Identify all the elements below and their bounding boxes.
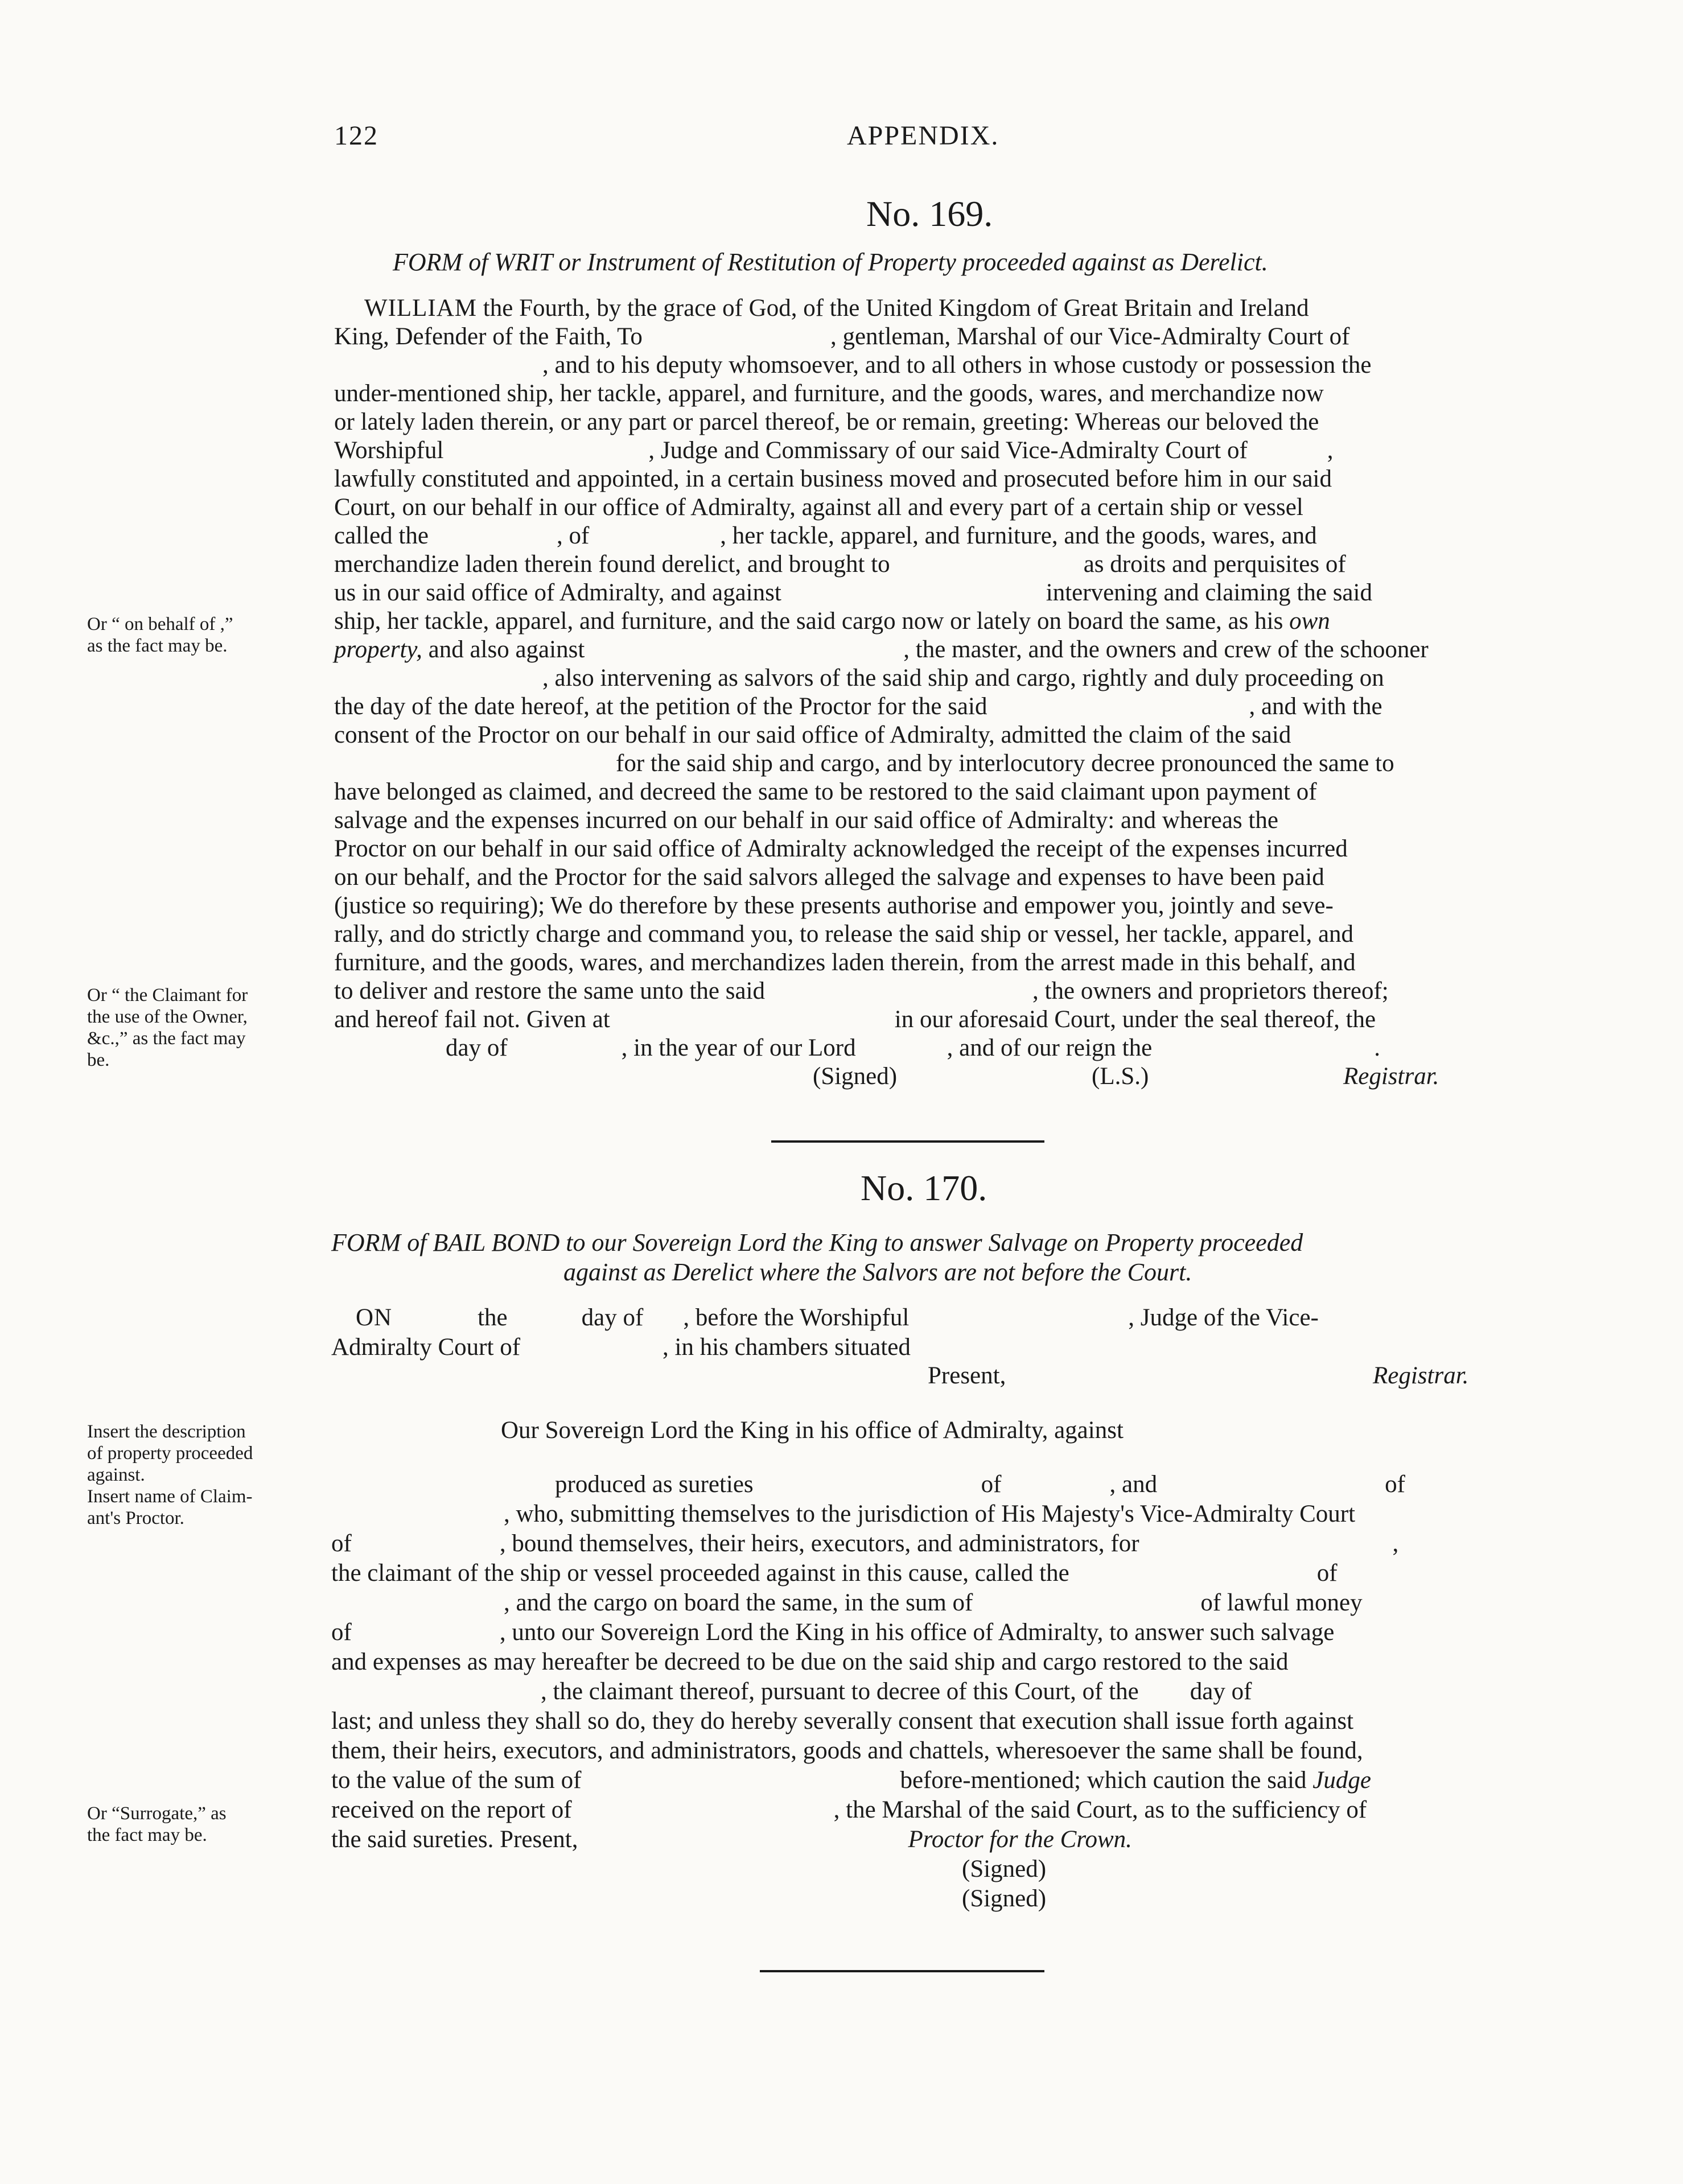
body-line: consent of the Proctor on our behalf in our said office of Admiralty, admitted the claim of the said bbox=[334, 722, 1291, 748]
margin-note: the fact may be. bbox=[87, 1825, 207, 1845]
body-line: furniture, and the goods, wares, and merchandizes laden therein, from the arrest made in this behalf, and bbox=[334, 949, 1356, 976]
body-line: called the , of , her tackle, apparel, and furniture, and the goods, wares, and bbox=[334, 522, 1317, 549]
margin-note: be. bbox=[87, 1050, 110, 1070]
body-line: to deliver and restore the same unto the said , the owners and proprietors thereof; bbox=[334, 978, 1389, 1004]
form-170-title: FORM of BAIL BOND to our Sovereign Lord the King to answer Salvage on Property proceeded bbox=[331, 1229, 1303, 1256]
margin-note: against. bbox=[87, 1465, 145, 1485]
body-line: , and to his deputy whomsoever, and to all others in whose custody or possession the bbox=[542, 352, 1372, 378]
body-line: and expenses as may hereafter be decreed to be due on the said ship and cargo restored to the said bbox=[331, 1649, 1289, 1675]
margin-note: Insert name of Claim- bbox=[87, 1486, 253, 1507]
body-line: property, and also against , the master, and the owners and crew of the schooner bbox=[334, 636, 1429, 663]
body-line: last; and unless they shall so do, they do hereby severally consent that execution shall issue forth against bbox=[331, 1708, 1354, 1734]
body-line: rally, and do strictly charge and command you, to release the said ship or vessel, her tackle, apparel, and bbox=[334, 921, 1354, 947]
body-line: ship, her tackle, apparel, and furniture, and the said cargo now or lately on board the same, as his own bbox=[334, 608, 1330, 634]
body-line: us in our said office of Admiralty, and against intervening and claiming the said bbox=[334, 579, 1372, 606]
signed-170-b: (Signed) bbox=[962, 1885, 1047, 1912]
body-line: on our behalf, and the Proctor for the said salvors alleged the salvage and expenses to have been paid bbox=[334, 864, 1324, 891]
body-line: the day of the date hereof, at the petition of the Proctor for the said , and with the bbox=[334, 693, 1382, 720]
seal-ls: (L.S.) bbox=[1092, 1063, 1149, 1090]
body-line: Worshipful , Judge and Commissary of our said Vice-Admiralty Court of , bbox=[334, 437, 1334, 464]
body-line: produced as sureties of , and of bbox=[555, 1471, 1405, 1498]
body-line: (justice so requiring); We do therefore by these presents authorise and empower you, jointly and seve- bbox=[334, 892, 1334, 919]
body-line: Court, on our behalf in our office of Admiralty, against all and every part of a certain ship or vessel bbox=[334, 494, 1303, 521]
bond-caption: Our Sovereign Lord the King in his office of Admiralty, against bbox=[501, 1417, 1124, 1444]
margin-note: as the fact may be. bbox=[87, 636, 228, 656]
running-title: APPENDIX. bbox=[847, 121, 999, 151]
body-line: merchandize laden therein found derelict, and brought to as droits and perquisites of bbox=[334, 551, 1346, 578]
body-line: King, Defender of the Faith, To , gentleman, Marshal of our Vice-Admiralty Court of bbox=[334, 323, 1350, 350]
margin-note: &c.,” as the fact may bbox=[87, 1028, 246, 1049]
body-line: to the value of the sum of before-mentioned; which caution the said Judge bbox=[331, 1767, 1371, 1794]
body-line: of , bound themselves, their heirs, executors, and administrators, for , bbox=[331, 1530, 1399, 1557]
body-line: day of , in the year of our Lord , and of our reign the . bbox=[446, 1035, 1380, 1061]
form-170-title-line-2: against as Derelict where the Salvors are not before the Court. bbox=[563, 1258, 1192, 1286]
signed-169: (Signed) bbox=[813, 1063, 898, 1090]
form-169-number: No. 169. bbox=[866, 193, 993, 234]
body-line: under-mentioned ship, her tackle, apparel, and furniture, and the goods, wares, and merchandize now bbox=[334, 380, 1324, 407]
body-line: have belonged as claimed, and decreed the same to be restored to the said claimant upon payment of bbox=[334, 778, 1317, 805]
page-number: 122 bbox=[334, 121, 378, 151]
margin-note: Insert the description bbox=[87, 1421, 246, 1442]
signed-170-a: (Signed) bbox=[962, 1856, 1047, 1882]
form-170-number: No. 170. bbox=[861, 1168, 987, 1208]
body-line: , who, submitting themselves to the jurisdiction of His Majesty's Vice-Admiralty Court bbox=[504, 1501, 1356, 1527]
body-line: salvage and the expenses incurred on our behalf in our said office of Admiralty: and whereas the bbox=[334, 807, 1278, 834]
body-line: WILLIAM the Fourth, by the grace of God, of the United Kingdom of Great Britain and Ireland bbox=[364, 295, 1309, 322]
body-line: lawfully constituted and appointed, in a certain business moved and prosecuted before him in our said bbox=[334, 465, 1332, 492]
bond-heading-line: ON the day of , before the Worshipful , Judge of the Vice- bbox=[356, 1304, 1319, 1331]
margin-note: Or “Surrogate,” as bbox=[87, 1803, 227, 1824]
body-line: received on the report of , the Marshal of the said Court, as to the sufficiency of bbox=[331, 1796, 1367, 1823]
margin-note: Or “ the Claimant for bbox=[87, 985, 248, 1006]
margin-note: ant's Proctor. bbox=[87, 1508, 184, 1528]
margin-note: of property proceeded bbox=[87, 1443, 253, 1464]
body-line: the said sureties. Present, Proctor for the Crown. bbox=[331, 1826, 1132, 1853]
body-line: them, their heirs, executors, and administrators, goods and chattels, wheresoever the same shall be found, bbox=[331, 1737, 1363, 1764]
body-line: the claimant of the ship or vessel proceeded against in this cause, called the of bbox=[331, 1560, 1338, 1587]
body-line: , the claimant thereof, pursuant to decree of this Court, of the day of bbox=[541, 1678, 1252, 1705]
bond-heading-line: Admiralty Court of , in his chambers situated bbox=[331, 1334, 911, 1361]
margin-note: the use of the Owner, bbox=[87, 1007, 248, 1027]
body-line: for the said ship and cargo, and by interlocutory decree pronounced the same to bbox=[616, 750, 1394, 777]
registrar-170: Registrar. bbox=[1373, 1362, 1469, 1389]
divider-rule bbox=[771, 1140, 1044, 1143]
body-line: or lately laden therein, or any part or parcel thereof, be or remain, greeting: Whereas our beloved the bbox=[334, 409, 1319, 435]
margin-note: Or “ on behalf of ,” bbox=[87, 614, 233, 634]
divider-rule-bottom bbox=[760, 1970, 1044, 1972]
present-170: Present, bbox=[928, 1362, 1006, 1389]
body-line: Proctor on our behalf in our said office of Admiralty acknowledged the receipt of the expenses incurred bbox=[334, 835, 1348, 862]
body-line: and hereof fail not. Given at in our aforesaid Court, under the seal thereof, the bbox=[334, 1006, 1376, 1033]
form-169-title: FORM of WRIT or Instrument of Restitution of Property proceeded against as Derelict. bbox=[393, 248, 1268, 276]
body-line: , and the cargo on board the same, in the sum of of lawful money bbox=[504, 1589, 1363, 1616]
body-line: , also intervening as salvors of the said ship and cargo, rightly and duly proceeding on bbox=[542, 665, 1384, 691]
body-line: of , unto our Sovereign Lord the King in his office of Admiralty, to answer such salvage bbox=[331, 1619, 1335, 1646]
registrar-169: Registrar. bbox=[1343, 1063, 1439, 1090]
